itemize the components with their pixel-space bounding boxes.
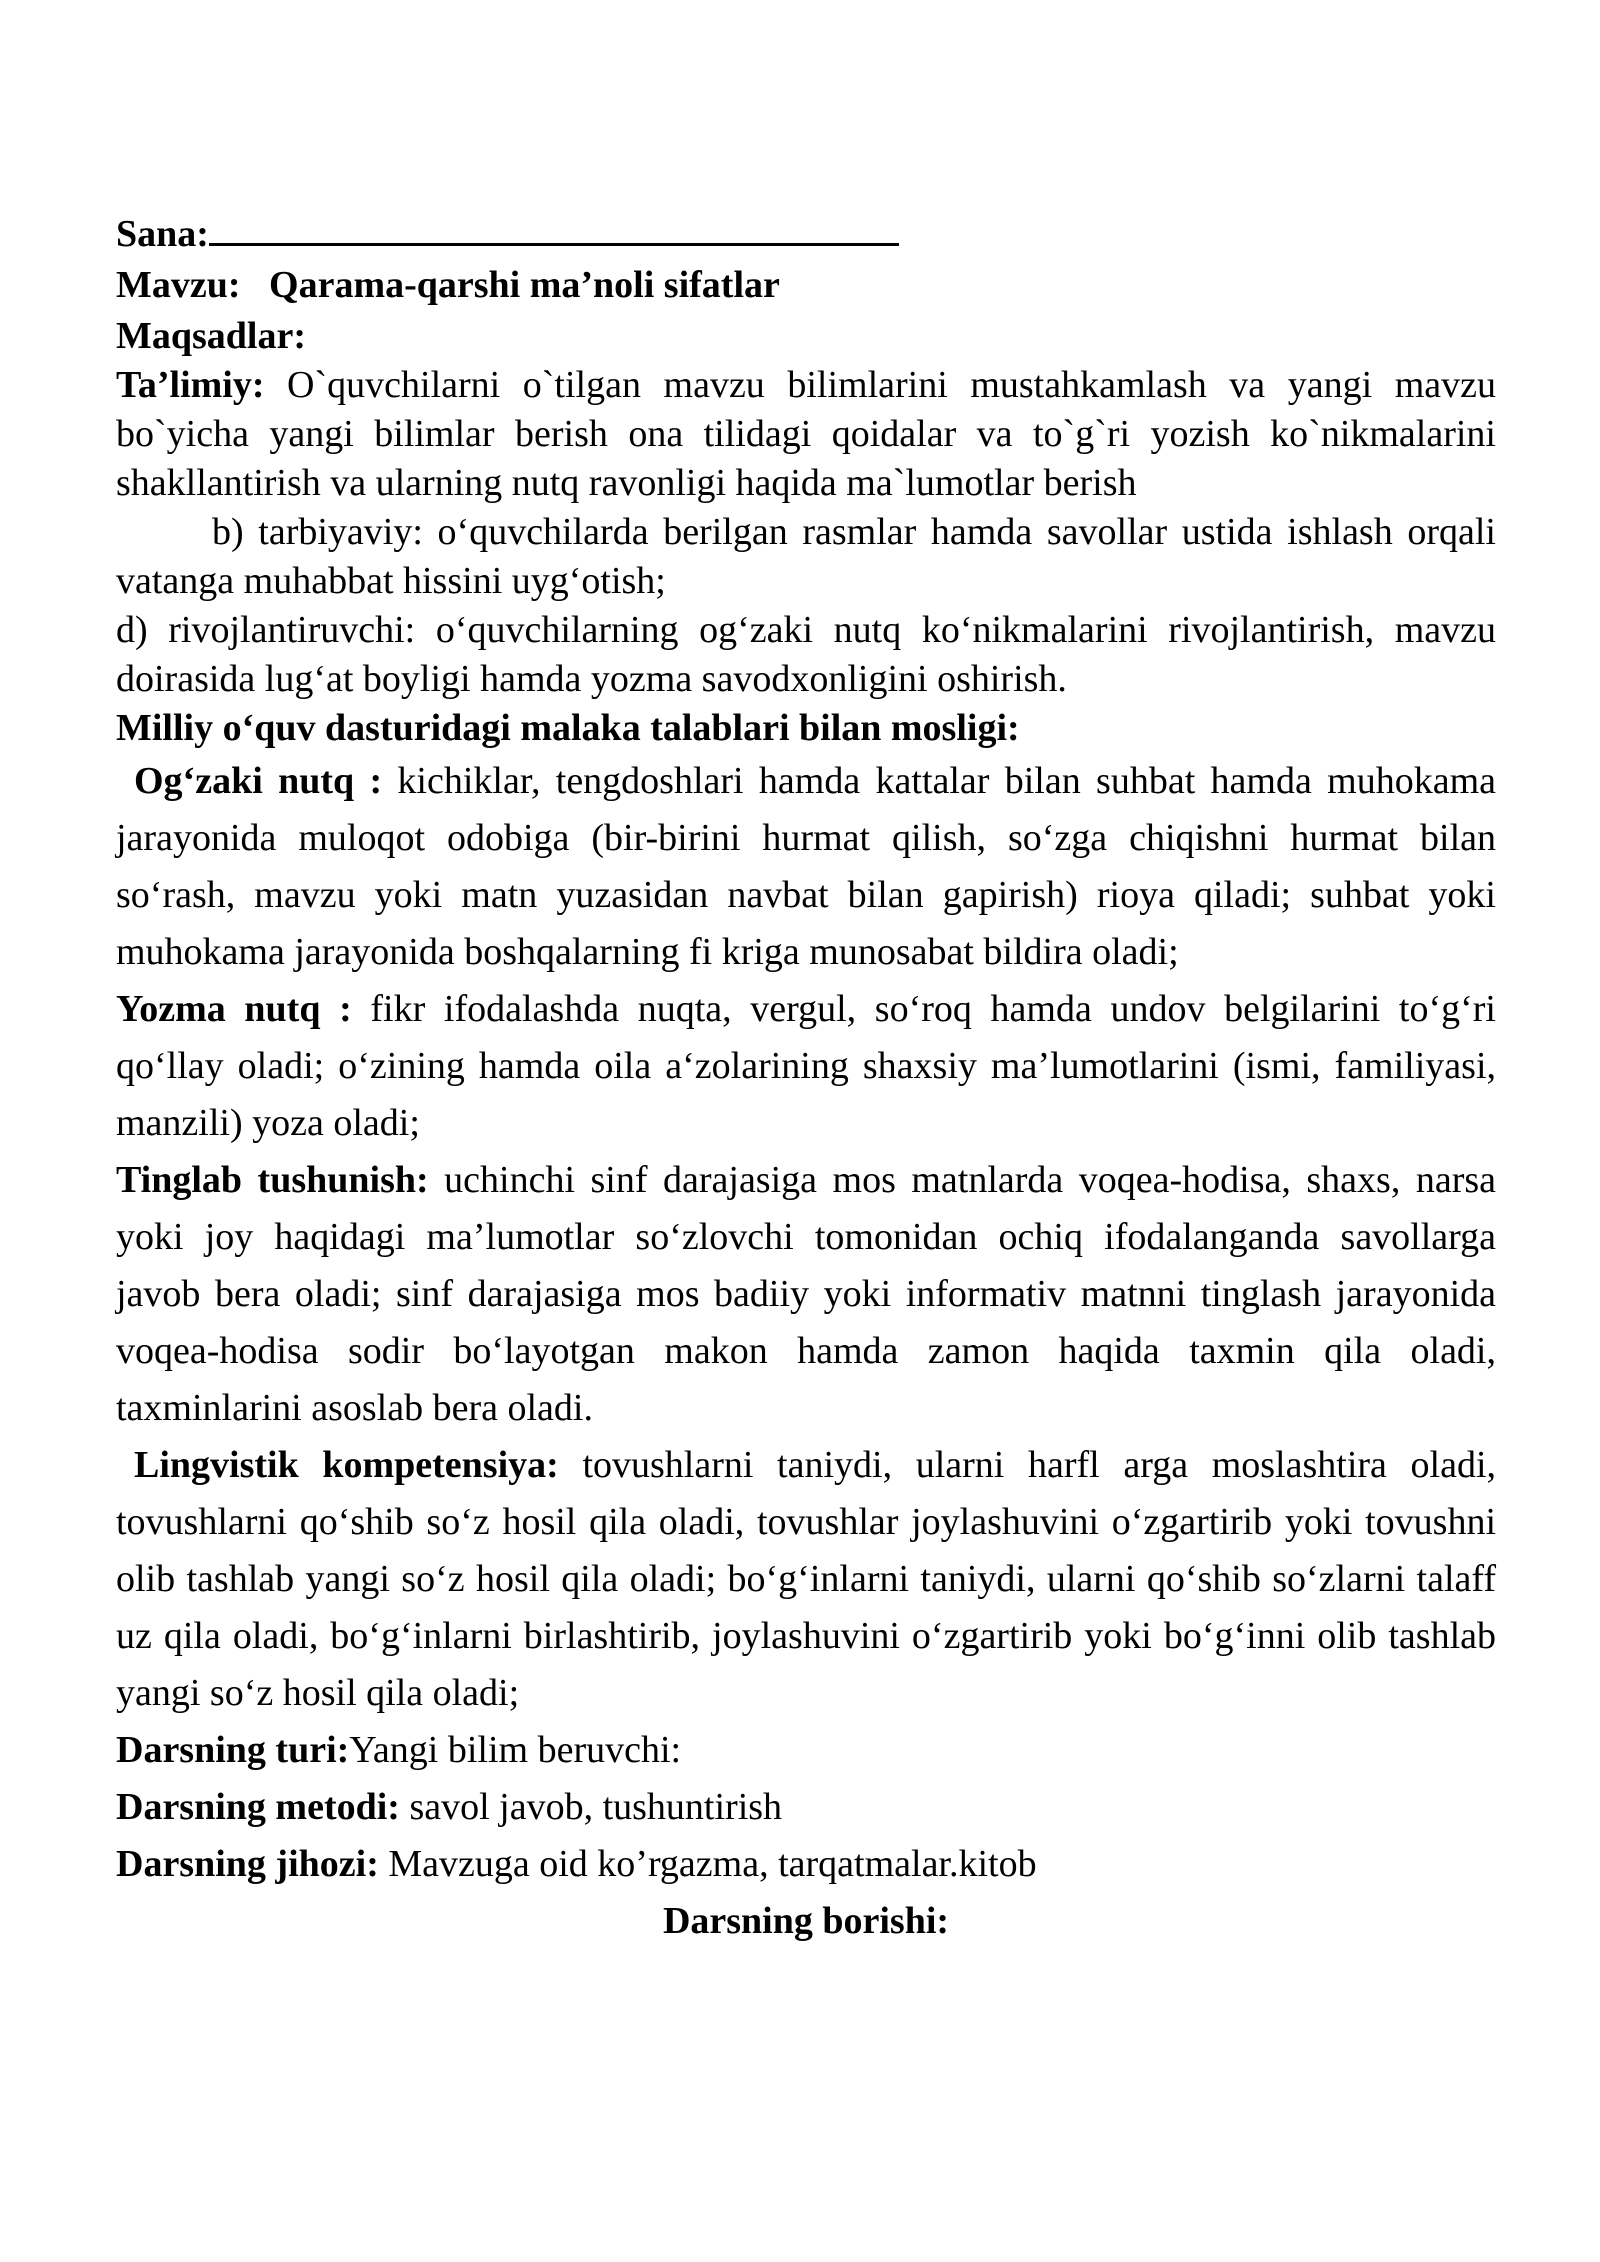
goals-label: Maqsadlar: <box>116 315 306 357</box>
standards-heading: Milliy o‘quv dasturidagi malaka talablari bilan mosligi: <box>116 707 1020 749</box>
date-blank <box>209 213 899 246</box>
topic-line <box>116 261 1496 310</box>
oral-standard <box>116 753 1496 981</box>
lesson-equipment <box>116 1836 1496 1893</box>
lesson-equipment-label: Darsning jihozi: <box>116 1843 379 1885</box>
listening-text: uchinchi sinf darajasiga mos matnlarda voqea-hodisa, shaxs, narsa yoki joy haqidagi ma’lumotlar so‘zlovchi tomonidan ochiq ifodalanganda savollarga javob bera oladi; sinf darajasiga mos badiiy yoki informativ matnni tinglash jarayonida voqea-hodisa sodir bo‘layotgan makon hamda zamon haqida taxmin qila oladi, taxminlarini asoslab bera oladi. <box>116 1159 1496 1429</box>
linguistic-label: Lingvistik kompetensiya: <box>134 1444 559 1486</box>
lesson-method-label: Darsning metodi: <box>116 1786 400 1828</box>
oral-label: Og‘zaki nutq : <box>134 760 383 802</box>
document-page <box>116 210 1496 1950</box>
written-label: Yozma nutq : <box>116 988 352 1030</box>
oral-text: kichiklar, tengdoshlari hamda kattalar bilan suhbat hamda muhokama jarayonida muloqot odobiga (bir-birini hurmat qilish, so‘zga chiqishni hurmat bilan so‘rash, mavzu yoki matn yuzasidan navbat bilan gapirish) rioya qiladi; suhbat yoki muhokama jarayonida boshqalarning fi kriga munosabat bildira oladi; <box>116 760 1497 973</box>
educational-label: Ta’limiy: <box>116 364 265 406</box>
written-text: fikr ifodalashda nuqta, vergul, so‘roq hamda undov belgilarini to‘g‘ri qo‘llay oladi; o‘zining hamda oila a‘zolarining shaxsiy ma’lumotlarini (ismi, familiyasi, manzili) yoza oladi; <box>116 988 1496 1144</box>
lesson-type-value: Yangi bilim beruvchi: <box>349 1729 682 1771</box>
topic-value: Qarama-qarshi ma’noli sifatlar <box>269 264 780 306</box>
lesson-progress-heading: Darsning borishi: <box>662 1900 950 1942</box>
listening-label: Tinglab tushunish: <box>116 1159 429 1201</box>
linguistic-standard <box>116 1437 1496 1722</box>
educational-text: O`quvchilarni o`tilgan mavzu bilimlarini mustahkamlash va yangi mavzu bo`yicha yangi bilimlar berish ona tilidagi qoidalar va to`g`ri yozish ko`nikmalarini shakllantirish va ularning nutq ravonligi haqida ma`lumotlar berish <box>116 364 1496 504</box>
listening-standard <box>116 1152 1496 1437</box>
date-label: Sana: <box>116 213 209 255</box>
lesson-type <box>116 1722 1496 1779</box>
lesson-method-value: savol javob, tushuntirish <box>399 1786 783 1828</box>
educational-goal <box>116 361 1496 508</box>
lesson-equipment-value: Mavzuga oid ko’rgazma, tarqatmalar.kitob <box>378 1843 1037 1885</box>
developmental-goal: d) rivojlantiruvchi: o‘quvchilarning og‘zaki nutq ko‘nikmalarini rivojlantirish, mavzu doirasida lug‘at boyligi hamda yozma savodxonligini oshirish. <box>116 609 1496 700</box>
linguistic-text: tovushlarni taniydi, ularni harfl arga moslashtira oladi, tovushlarni qo‘shib so‘z hosil qila oladi, tovushlar joylashuvini o‘zgartirib yoki tovushni olib tashlab yangi so‘z hosil qila oladi; bo‘g‘inlarni taniydi, ularni qo‘shib so‘zlarni talaff uz qila oladi, bo‘g‘inlarni birlashtirib, joylashuvini o‘zgartirib yoki bo‘g‘inni olib tashlab yangi so‘z hosil qila oladi; <box>116 1444 1497 1714</box>
upbringing-goal: b) tarbiyaviy: o‘quvchilarda berilgan rasmlar hamda savollar ustida ishlash orqali vatanga muhabbat hissini uyg‘otish; <box>116 511 1496 602</box>
topic-label: Mavzu: <box>116 264 241 306</box>
lesson-method <box>116 1779 1496 1836</box>
date-line <box>116 210 1496 259</box>
written-standard <box>116 981 1496 1152</box>
lesson-type-label: Darsning turi: <box>116 1729 350 1771</box>
